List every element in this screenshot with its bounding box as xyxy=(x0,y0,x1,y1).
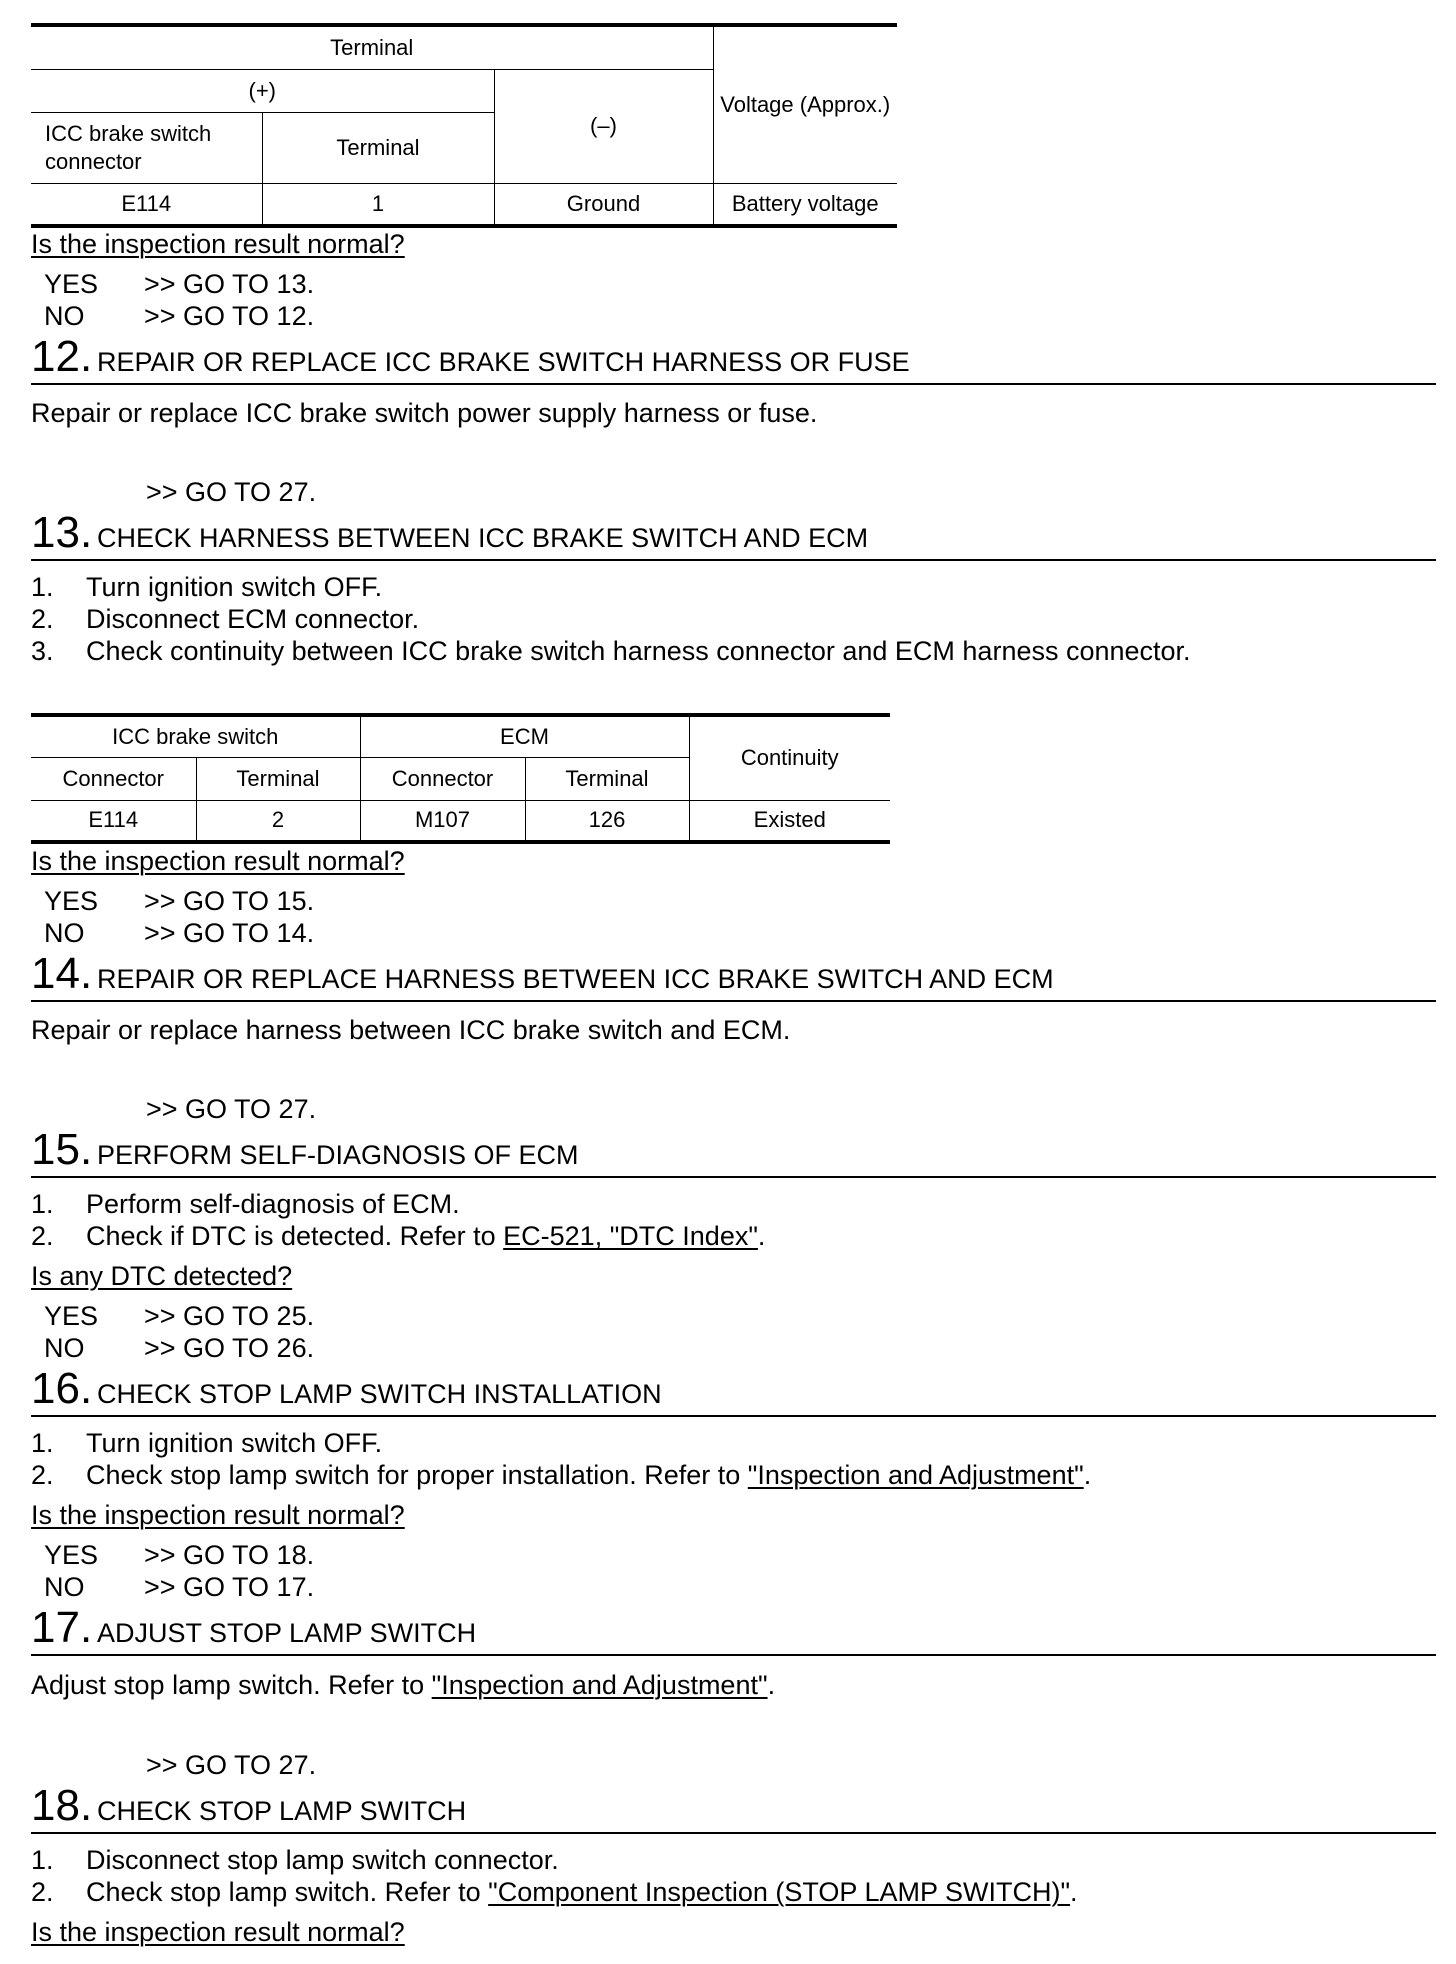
minus-header: (–) xyxy=(494,69,713,183)
component-inspection-link[interactable]: "Component Inspection (STOP LAMP SWITCH)" xyxy=(488,1877,1071,1907)
cell-minus: Ground xyxy=(494,183,713,226)
goto-27: >> GO TO 27. xyxy=(146,477,317,507)
ecm-header: ECM xyxy=(360,715,689,757)
step-12-text: Repair or replace ICC brake switch power supply harness or fuse. xyxy=(31,398,818,428)
step-13-item-2: 2. Disconnect ECM connector. xyxy=(31,604,420,634)
step-17-text: Adjust stop lamp switch. Refer to "Inspection and Adjustment". xyxy=(31,1670,776,1700)
step-13-item-1: 1. Turn ignition switch OFF. xyxy=(31,572,383,602)
step-16-heading: 16. CHECK STOP LAMP SWITCH INSTALLATION xyxy=(31,1365,1436,1417)
continuity-table xyxy=(31,713,890,844)
step-16-item-2: 2. Check stop lamp switch for proper installation. Refer to "Inspection and Adjustment". xyxy=(31,1460,1092,1490)
answer-yes: YES >> GO TO 15. xyxy=(44,886,315,916)
answer-no: NO >> GO TO 12. xyxy=(44,301,315,331)
plus-header: (+) xyxy=(31,69,494,112)
step-15-heading: 15. PERFORM SELF-DIAGNOSIS OF ECM xyxy=(31,1126,1436,1178)
icc-connector-header: Connector xyxy=(31,757,196,800)
terminal-sub-header: Terminal xyxy=(262,112,494,183)
answer-no: NO >> GO TO 14. xyxy=(44,918,315,948)
cell-icc-connector: E114 xyxy=(31,800,196,842)
connector-header: ICC brake switch connector xyxy=(31,112,262,183)
step-14-text: Repair or replace harness between ICC brake switch and ECM. xyxy=(31,1015,791,1045)
inspection-adjustment-link[interactable]: "Inspection and Adjustment" xyxy=(431,1670,768,1700)
step-18-heading: 18. CHECK STOP LAMP SWITCH xyxy=(31,1782,1436,1834)
cell-terminal: 1 xyxy=(262,183,494,226)
cell-ecm-terminal: 126 xyxy=(525,800,689,842)
cell-ecm-connector: M107 xyxy=(360,800,525,842)
step-17-heading: 17. ADJUST STOP LAMP SWITCH xyxy=(31,1604,1436,1656)
icc-terminal-header: Terminal xyxy=(196,757,360,800)
answer-yes: YES >> GO TO 25. xyxy=(44,1301,315,1331)
question-dtc: Is any DTC detected? xyxy=(31,1261,293,1291)
voltage-header: Voltage (Approx.) xyxy=(713,25,897,183)
cell-icc-terminal: 2 xyxy=(196,800,360,842)
answer-no: NO >> GO TO 17. xyxy=(44,1572,315,1602)
inspection-adjustment-link[interactable]: "Inspection and Adjustment" xyxy=(747,1460,1084,1490)
icc-header: ICC brake switch xyxy=(31,715,360,757)
goto-27: >> GO TO 27. xyxy=(146,1750,317,1780)
answer-yes: YES >> GO TO 18. xyxy=(44,1540,315,1570)
cell-voltage: Battery voltage xyxy=(713,183,897,226)
continuity-header: Continuity xyxy=(689,715,890,800)
step-15-item-1: 1. Perform self-diagnosis of ECM. xyxy=(31,1189,460,1219)
step-12-heading: 12. REPAIR OR REPLACE ICC BRAKE SWITCH HARNESS OR FUSE xyxy=(31,333,1436,385)
question-normal: Is the inspection result normal? xyxy=(31,229,405,259)
cell-connector: E114 xyxy=(31,183,262,226)
terminal-header: Terminal xyxy=(31,25,713,69)
question-normal: Is the inspection result normal? xyxy=(31,846,405,876)
goto-27: >> GO TO 27. xyxy=(146,1094,317,1124)
answer-no: NO >> GO TO 26. xyxy=(44,1333,315,1363)
step-18-item-1: 1. Disconnect stop lamp switch connector. xyxy=(31,1845,559,1875)
question-normal: Is the inspection result normal? xyxy=(31,1917,405,1947)
step-14-heading: 14. REPAIR OR REPLACE HARNESS BETWEEN ICC BRAKE SWITCH AND ECM xyxy=(31,950,1436,1002)
ecm-terminal-header: Terminal xyxy=(525,757,689,800)
step-13-heading: 13. CHECK HARNESS BETWEEN ICC BRAKE SWITCH AND ECM xyxy=(31,509,1436,561)
step-16-item-1: 1. Turn ignition switch OFF. xyxy=(31,1428,383,1458)
step-18-item-2: 2. Check stop lamp switch. Refer to "Component Inspection (STOP LAMP SWITCH)". xyxy=(31,1877,1078,1907)
step-15-item-2: 2. Check if DTC is detected. Refer to EC-521, "DTC Index". xyxy=(31,1221,766,1251)
question-normal: Is the inspection result normal? xyxy=(31,1500,405,1530)
voltage-table xyxy=(31,23,897,228)
ecm-connector-header: Connector xyxy=(360,757,525,800)
dtc-index-link[interactable]: EC-521, "DTC Index" xyxy=(503,1221,758,1251)
cell-continuity: Existed xyxy=(689,800,890,842)
step-13-item-3: 3. Check continuity between ICC brake switch harness connector and ECM harness connector. xyxy=(31,636,1191,666)
answer-yes: YES >> GO TO 13. xyxy=(44,269,315,299)
